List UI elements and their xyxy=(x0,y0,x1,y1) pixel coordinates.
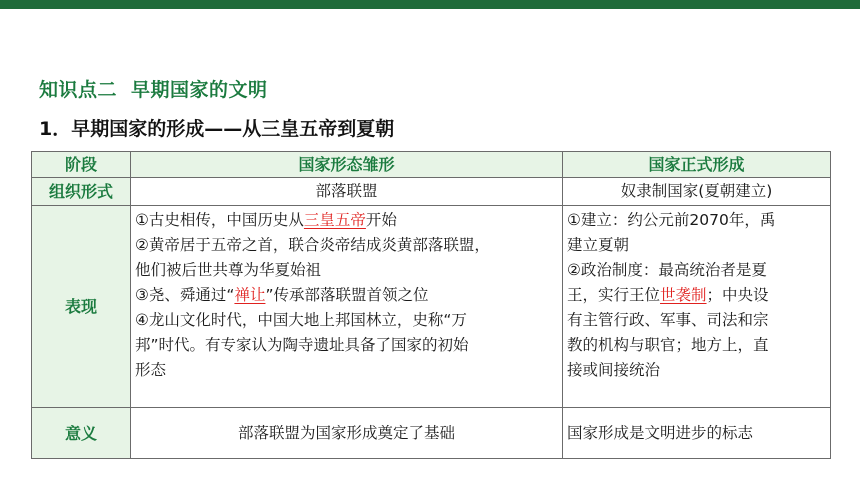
highlight-keyword: 世袭制 xyxy=(660,286,707,304)
table-header-row xyxy=(32,152,831,178)
table-row-manifestation xyxy=(32,206,831,408)
text-line: 教的机构与职官；地方上，直 xyxy=(567,336,769,354)
table-row-organization xyxy=(32,178,831,206)
text-segment: 王，实行王位 xyxy=(567,286,661,304)
text-line: ②黄帝居于五帝之首，联合炎帝结成炎黄部落联盟， xyxy=(135,236,490,254)
text-line: 建立夏朝 xyxy=(567,236,630,254)
comparison-table xyxy=(31,151,831,459)
text-line xyxy=(135,208,560,233)
text-line: ④龙山文化时代，中国大地上邦国林立，史称“万 xyxy=(135,311,467,329)
top-accent-bar xyxy=(0,0,860,9)
text-line xyxy=(567,283,828,308)
row-label-organization: 组织形式 xyxy=(32,178,131,206)
text-line: 接或间接统治 xyxy=(567,361,661,379)
topic-subheading: 1．早期国家的形成——从三皇五帝到夏朝 xyxy=(39,118,395,140)
row-label-significance: 意义 xyxy=(32,408,131,459)
header-formal-state: 国家正式形成 xyxy=(563,152,831,178)
cell-organization-embryonic: 部落联盟 xyxy=(131,178,563,206)
text-segment: ；中央设 xyxy=(706,286,769,304)
text-line: 形态 xyxy=(135,361,167,379)
row-label-manifestation: 表现 xyxy=(32,206,131,408)
text-line: ②政治制度：最高统治者是夏 xyxy=(567,261,767,279)
text-segment: ”传承部落联盟首领之位 xyxy=(265,286,429,304)
highlight-keyword: 禅让 xyxy=(234,286,266,304)
highlight-keyword: 三皇五帝 xyxy=(303,211,366,229)
cell-organization-formal: 奴隶制国家(夏朝建立) xyxy=(563,178,831,206)
text-line: 邦”时代。有专家认为陶寺遗址具备了国家的初始 xyxy=(135,336,469,354)
text-segment: ①古史相传，中国历史从 xyxy=(135,211,304,229)
cell-significance-formal: 国家形成是文明进步的标志 xyxy=(563,408,831,459)
table-row-significance xyxy=(32,408,831,459)
header-embryonic-state: 国家形态雏形 xyxy=(131,152,563,178)
text-segment: ③尧、舜通过“ xyxy=(135,286,235,304)
cell-significance-embryonic: 部落联盟为国家形成奠定了基础 xyxy=(131,408,563,459)
cell-manifestation-formal xyxy=(563,206,831,408)
section-heading-number: 知识点二 xyxy=(39,79,118,101)
text-line: 有主管行政、军事、司法和宗 xyxy=(567,311,769,329)
header-stage: 阶段 xyxy=(32,152,131,178)
text-line: 他们被后世共尊为华夏始祖 xyxy=(135,261,322,279)
text-segment: 开始 xyxy=(365,211,397,229)
cell-manifestation-embryonic xyxy=(131,206,563,408)
section-heading-text: 早期国家的文明 xyxy=(131,79,268,101)
section-heading xyxy=(39,75,268,102)
text-line: ①建立：约公元前2070年，禹 xyxy=(567,211,776,229)
text-line xyxy=(135,283,560,308)
